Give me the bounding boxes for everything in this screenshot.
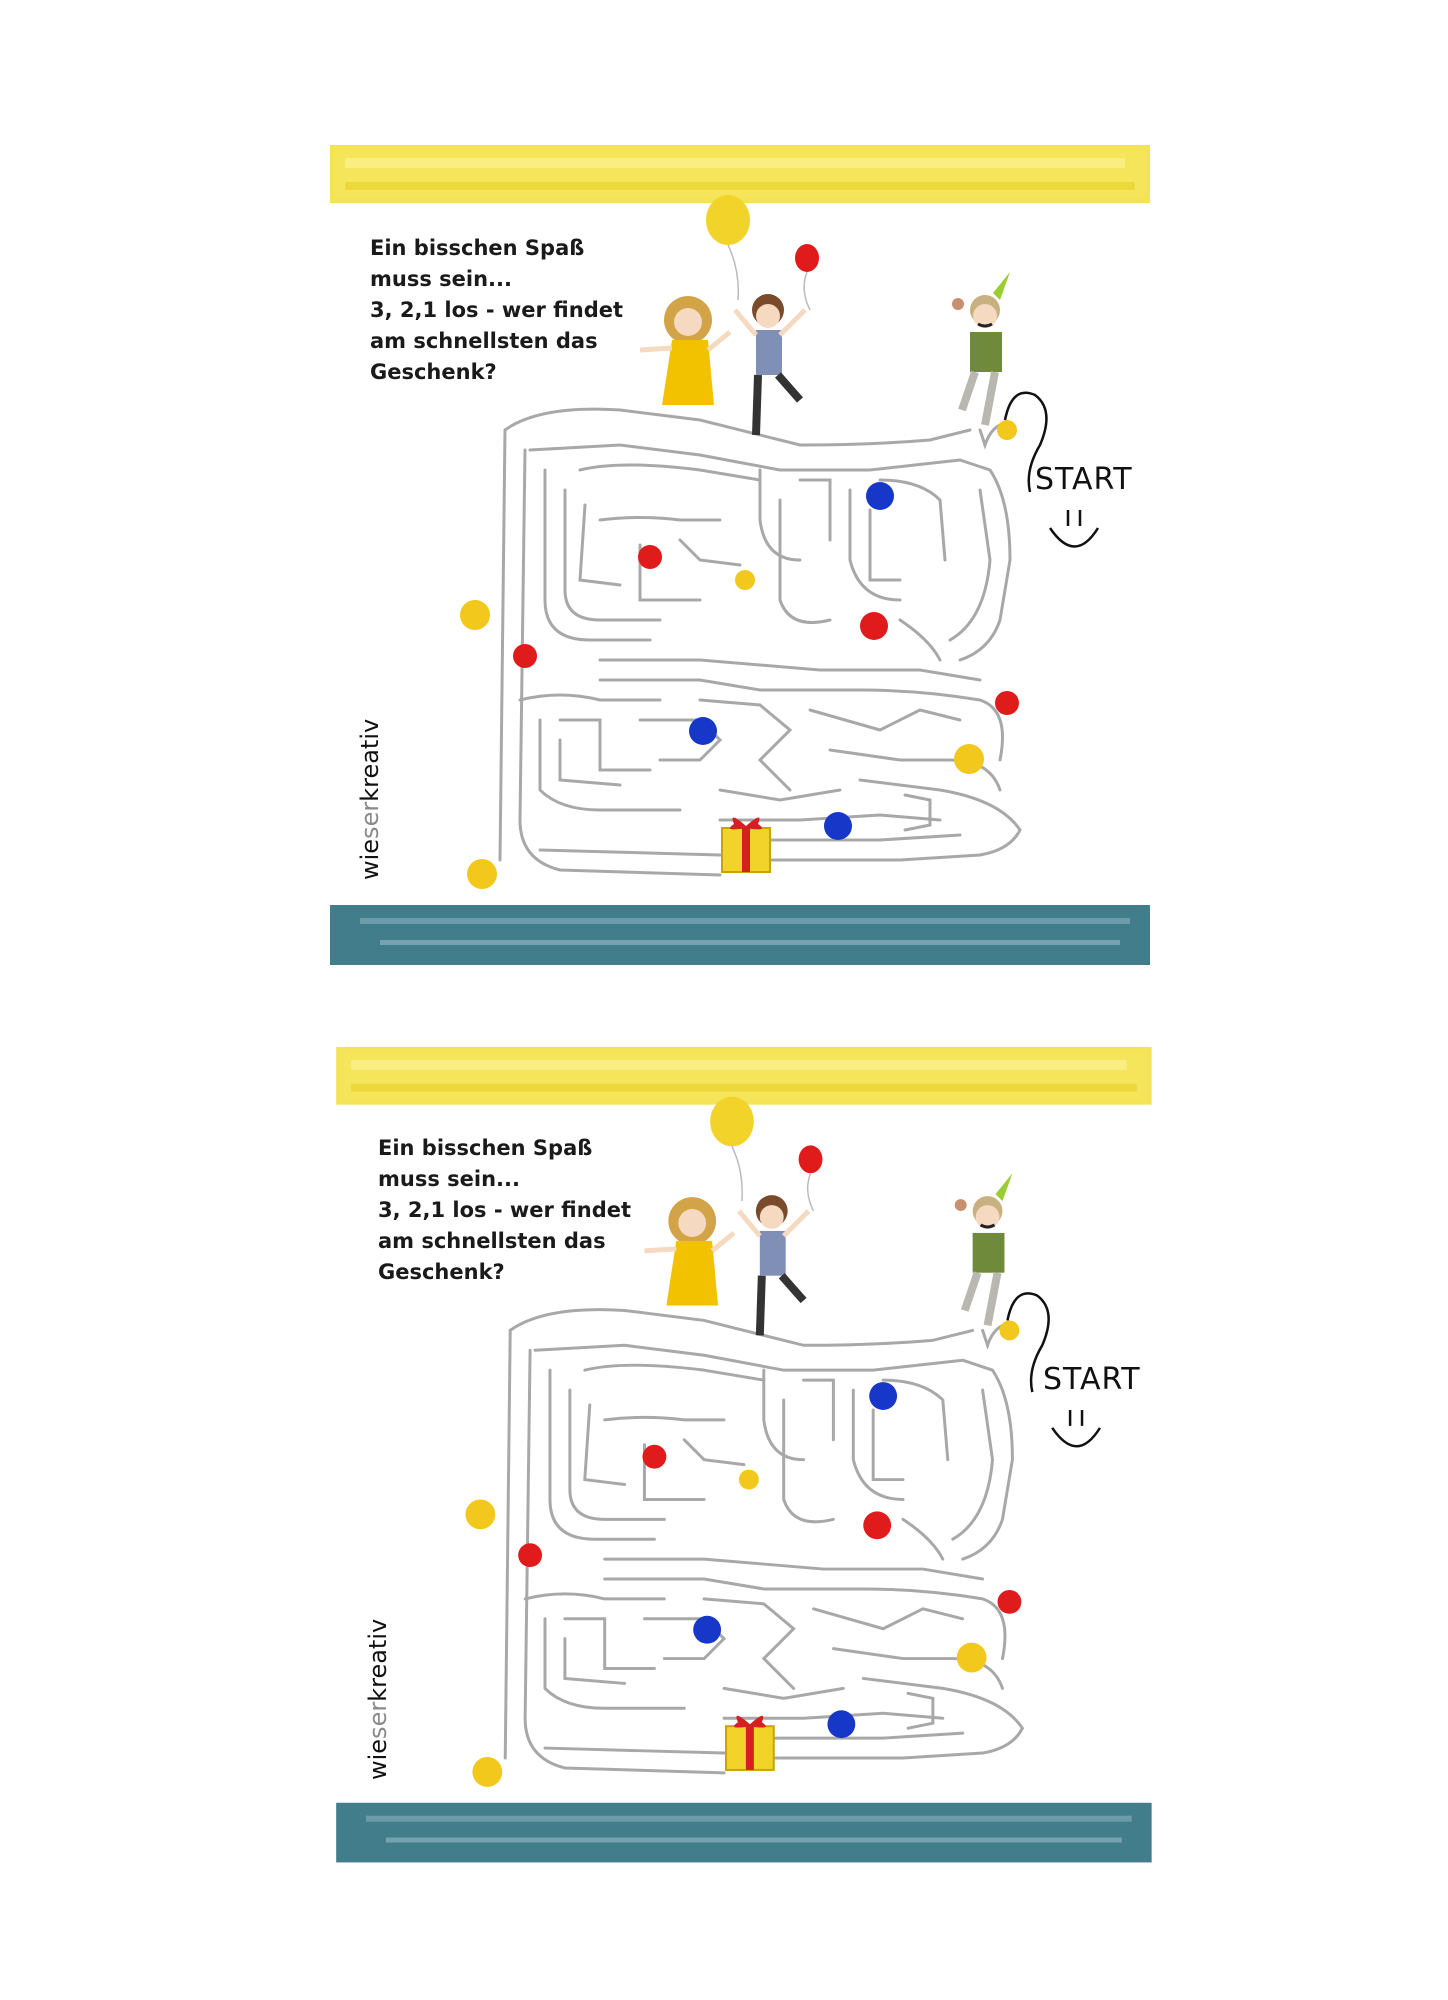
prompt-line: 3, 2,1 los - wer findet bbox=[378, 1198, 632, 1222]
smiley-icon bbox=[1050, 510, 1098, 547]
party-man-icon bbox=[952, 272, 1010, 425]
party-man-icon bbox=[955, 1173, 1013, 1325]
teal-paint-band bbox=[336, 1803, 1151, 1863]
prompt-line: muss sein... bbox=[378, 1167, 520, 1191]
brand-part: kreativ bbox=[364, 1618, 392, 1702]
brand-part: ser bbox=[364, 1701, 392, 1739]
brand-part: kreativ bbox=[356, 718, 384, 802]
maze[interactable] bbox=[500, 409, 1020, 875]
prompt-line: Ein bisschen Spaß bbox=[378, 1136, 593, 1160]
maze-worksheet-bottom bbox=[8, 1000, 1448, 1840]
brand-part: wie bbox=[356, 838, 384, 880]
smiley-icon bbox=[1052, 1410, 1100, 1446]
dancing-girl-icon bbox=[644, 1197, 734, 1305]
prompt-line: am schnellsten das bbox=[370, 329, 598, 353]
prompt-line: Ein bisschen Spaß bbox=[370, 236, 585, 260]
brand-logo bbox=[356, 719, 384, 880]
balloon-icons bbox=[706, 195, 819, 310]
maze-illustration bbox=[8, 900, 1448, 1900]
maze-worksheet-top bbox=[0, 0, 1448, 880]
prompt-line: Geschenk? bbox=[378, 1260, 505, 1284]
maze[interactable] bbox=[505, 1310, 1022, 1773]
yellow-paint-band bbox=[330, 145, 1150, 203]
gift-icon bbox=[722, 817, 770, 872]
prompt-line: muss sein... bbox=[370, 267, 512, 291]
prompt-line: 3, 2,1 los - wer findet bbox=[370, 298, 624, 322]
start-label: START bbox=[1043, 1362, 1141, 1397]
puzzle-prompt bbox=[378, 1133, 631, 1288]
brand-logo bbox=[364, 1619, 392, 1780]
dancing-boy-icon bbox=[739, 1195, 809, 1335]
balloon-icons bbox=[710, 1097, 822, 1211]
puzzle-prompt bbox=[370, 233, 623, 388]
dancing-girl-icon bbox=[640, 296, 730, 405]
brand-part: wie bbox=[364, 1738, 392, 1780]
prompt-line: Geschenk? bbox=[370, 360, 497, 384]
start-label: START bbox=[1035, 462, 1133, 497]
yellow-paint-band bbox=[336, 1047, 1151, 1105]
gift-icon bbox=[726, 1716, 774, 1770]
brand-part: ser bbox=[356, 801, 384, 839]
dancing-boy-icon bbox=[735, 294, 805, 435]
prompt-line: am schnellsten das bbox=[378, 1229, 606, 1253]
